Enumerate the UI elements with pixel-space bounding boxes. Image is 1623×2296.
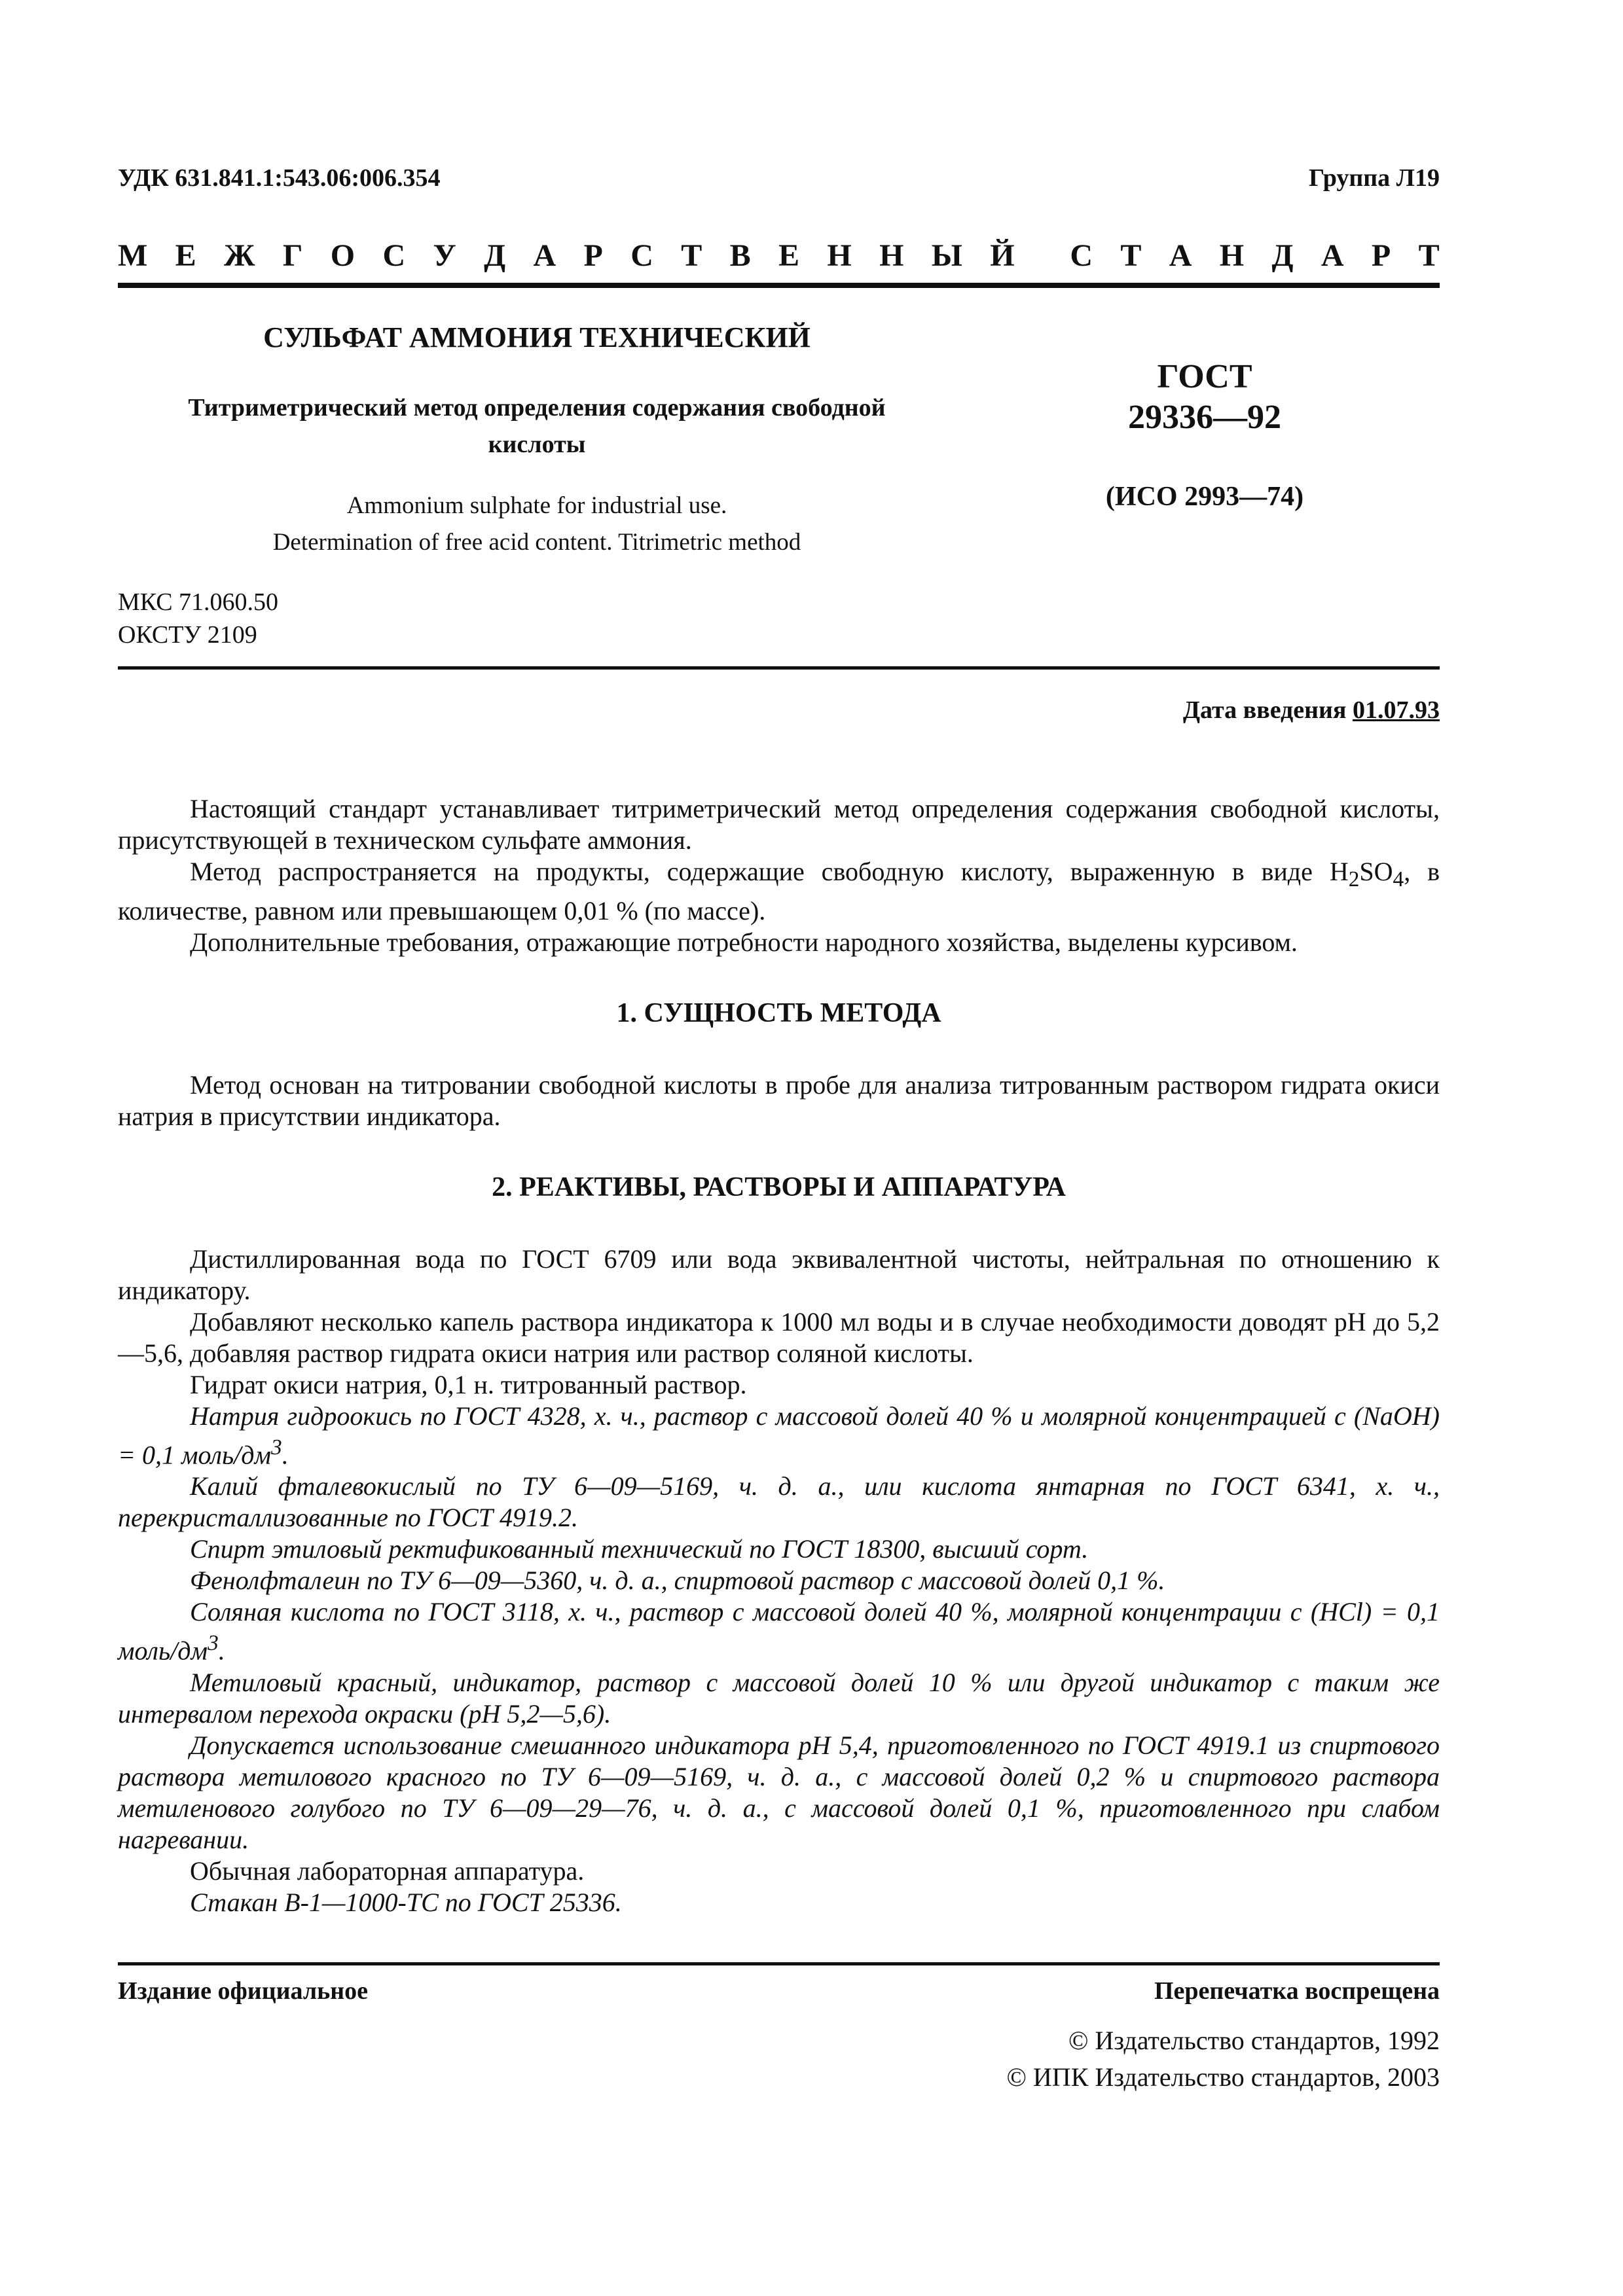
s2-p4-text-a: Натрия гидроокись по ГОСТ 4328, х. ч., раствор с массовой долей 40 % и молярной концентрацией с (NaOH) = 0,1 моль/дм <box>118 1401 1440 1470</box>
banner-letter: Г <box>282 238 303 273</box>
title-block-rule <box>118 666 1440 670</box>
subtitle-line-1: Титриметрический метод определения содержания свободной <box>188 394 886 422</box>
banner-letter: Н <box>1219 238 1245 273</box>
official-edition-label: Издание официальное <box>118 1977 369 2005</box>
banner-letter: Н <box>827 238 852 273</box>
group-code: Группа Л19 <box>1308 164 1440 192</box>
date-label: Дата введения <box>1182 696 1347 724</box>
intro-paragraph-3: Дополнительные требования, отражающие потребности народного хозяйства, выделены курсивом. <box>190 927 1298 957</box>
english-title-line-2: Determination of free acid content. Titrimetric method <box>272 529 801 556</box>
banner-letter: Ж <box>224 238 255 273</box>
footer-rule <box>118 1962 1440 1965</box>
section-2-paragraph-11: Обычная лабораторная аппаратура. <box>190 1856 585 1886</box>
banner-letter: М <box>118 238 148 273</box>
section-2-paragraph-10: Допускается использование смешанного индикатора рН 5,4, приготовленного по ГОСТ 4919.1 из спиртового раствора метилового красного по ТУ 6—09—5169, ч. д. а., с массовой долей 0,2 % и спиртового раствора метиленового голубого по ТУ 6—09—29—76, ч. д. а., с массовой долей 0,1 %, приготовленного при слабом нагревании. <box>118 1730 1440 1854</box>
section-2-paragraph-6: Спирт этиловый ректификованный технический по ГОСТ 18300, высший сорт. <box>190 1534 1089 1564</box>
copyright-block <box>1007 2022 1440 2096</box>
section-2-paragraph-1: Дистиллированная вода по ГОСТ 6709 или вода эквивалентной чистоты, нейтральная по отношению к индикатору. <box>118 1244 1440 1305</box>
copyright-line-2: © ИПК Издательство стандартов, 2003 <box>1006 2062 1440 2092</box>
banner-letter: Т <box>1418 238 1440 273</box>
banner-letter: Р <box>1371 238 1391 273</box>
s2-p4-superscript: 3 <box>271 1435 282 1460</box>
section-2-paragraph-12: Стакан В-1—1000-ТС по ГОСТ 25336. <box>190 1887 622 1917</box>
section-2-paragraph-2: Добавляют несколько капель раствора индикатора к 1000 мл воды и в случае необходимости доводят рН до 5,2—5,6, добавляя раствор гидрата окиси натрия или раствор соляной кислоты. <box>118 1307 1440 1368</box>
section-2-paragraph-5: Калий фталевокислый по ТУ 6—09—5169, ч. д. а., или кислота янтарная по ГОСТ 6341, х. ч., перекристаллизованные по ГОСТ 4919.2. <box>118 1471 1440 1533</box>
banner-letter: Т <box>1120 238 1142 273</box>
intro-p2-text-c: , в количестве, равном или превышающем 0,01 % (по массе). <box>118 857 1440 925</box>
intro-p2-text-b: SO <box>1359 857 1393 886</box>
section-2-paragraph-4 <box>118 1401 1440 1471</box>
banner-letter: А <box>1321 238 1344 273</box>
gost-designation <box>1021 357 1388 438</box>
banner-letter: Н <box>879 238 904 273</box>
gost-label: ГОСТ <box>1157 358 1252 395</box>
banner-letter: Т <box>681 238 702 273</box>
banner-letter: С <box>630 238 653 273</box>
udk-code: УДК 631.841.1:543.06:006.354 <box>118 164 441 192</box>
banner-letter: Д <box>1271 238 1294 273</box>
banner-letter: Е <box>175 238 196 273</box>
interstate-standard-banner <box>118 238 1440 274</box>
mks-code: МКС 71.060.50 <box>118 588 279 616</box>
section-2-heading: 2. РЕАКТИВЫ, РАСТВОРЫ И АППАРАТУРА <box>492 1172 1066 1202</box>
iso-reference: (ИСО 2993—74) <box>1105 482 1304 512</box>
classification-codes <box>118 586 278 651</box>
section-2-paragraph-3: Гидрат окиси натрия, 0,1 н. титрованный раствор. <box>190 1370 747 1399</box>
banner-letter: С <box>1070 238 1093 273</box>
intro-paragraph-2 <box>118 856 1440 927</box>
section-1-heading: 1. СУЩНОСТЬ МЕТОДА <box>616 998 941 1028</box>
banner-letter: Е <box>778 238 800 273</box>
introduction-date <box>1183 696 1440 725</box>
banner-letter: А <box>533 238 556 273</box>
section-2-paragraph-9: Метиловый красный, индикатор, раствор с массовой долей 10 % или другой индикатор с таким же интервалом перехода окраски (рН 5,2—5,6). <box>118 1667 1440 1729</box>
s2-p8-superscript: 3 <box>208 1631 219 1656</box>
intro-p2-subscript-2: 4 <box>1393 867 1404 891</box>
banner-letter: Й <box>990 238 1015 273</box>
banner-letter: В <box>729 238 751 273</box>
s2-p8-text-a: Соляная кислота по ГОСТ 3118, х. ч., раствор с массовой долей 40 %, молярной концентрации с (HCl) = 0,1 моль/дм <box>118 1597 1440 1666</box>
document-body <box>118 793 1440 1918</box>
banner-letter: О <box>330 238 356 273</box>
reprint-prohibited-label: Перепечатка воспрещена <box>1154 1977 1440 2005</box>
subtitle-line-2: кислоты <box>488 431 586 458</box>
copyright-line-1: © Издательство стандартов, 1992 <box>1068 2026 1440 2055</box>
intro-p2-subscript-1: 2 <box>1348 867 1360 891</box>
date-value: 01.07.93 <box>1353 696 1440 724</box>
banner-letter: У <box>433 238 456 273</box>
banner-letter: С <box>382 238 406 273</box>
header-rule <box>118 283 1440 288</box>
document-title: СУЛЬФАТ АММОНИЯ ТЕХНИЧЕСКИЙ <box>263 321 811 353</box>
gost-number: 29336—92 <box>1128 399 1281 436</box>
section-2-paragraph-8 <box>118 1596 1440 1666</box>
intro-paragraph-1: Настоящий стандарт устанавливает титриметрический метод определения содержания свободной кислоты, присутствующей в техническом сульфате аммония. <box>118 794 1440 855</box>
banner-letter: Д <box>484 238 506 273</box>
banner-letter: Р <box>583 238 603 273</box>
banner-letter: А <box>1169 238 1192 273</box>
banner-letter: Ы <box>931 238 962 273</box>
s2-p8-text-b: . <box>218 1636 225 1666</box>
section-1-paragraph-1: Метод основан на титровании свободной кислоты в пробе для анализа титрованным раствором гидрата окиси натрия в присутствии индикатора. <box>118 1070 1440 1131</box>
intro-p2-text-a: Метод распространяется на продукты, содержащие свободную кислоту, выраженную в виде H <box>190 857 1349 886</box>
s2-p4-text-b: . <box>282 1440 289 1470</box>
section-2-paragraph-7: Фенолфталеин по ТУ 6—09—5360, ч. д. а., спиртовой раствор с массовой долей 0,1 %. <box>190 1566 1165 1596</box>
english-title-line-1: Ammonium sulphate for industrial use. <box>346 492 727 519</box>
okstu-code: ОКСТУ 2109 <box>118 621 257 649</box>
english-title <box>118 488 956 561</box>
document-subtitle <box>118 389 956 463</box>
